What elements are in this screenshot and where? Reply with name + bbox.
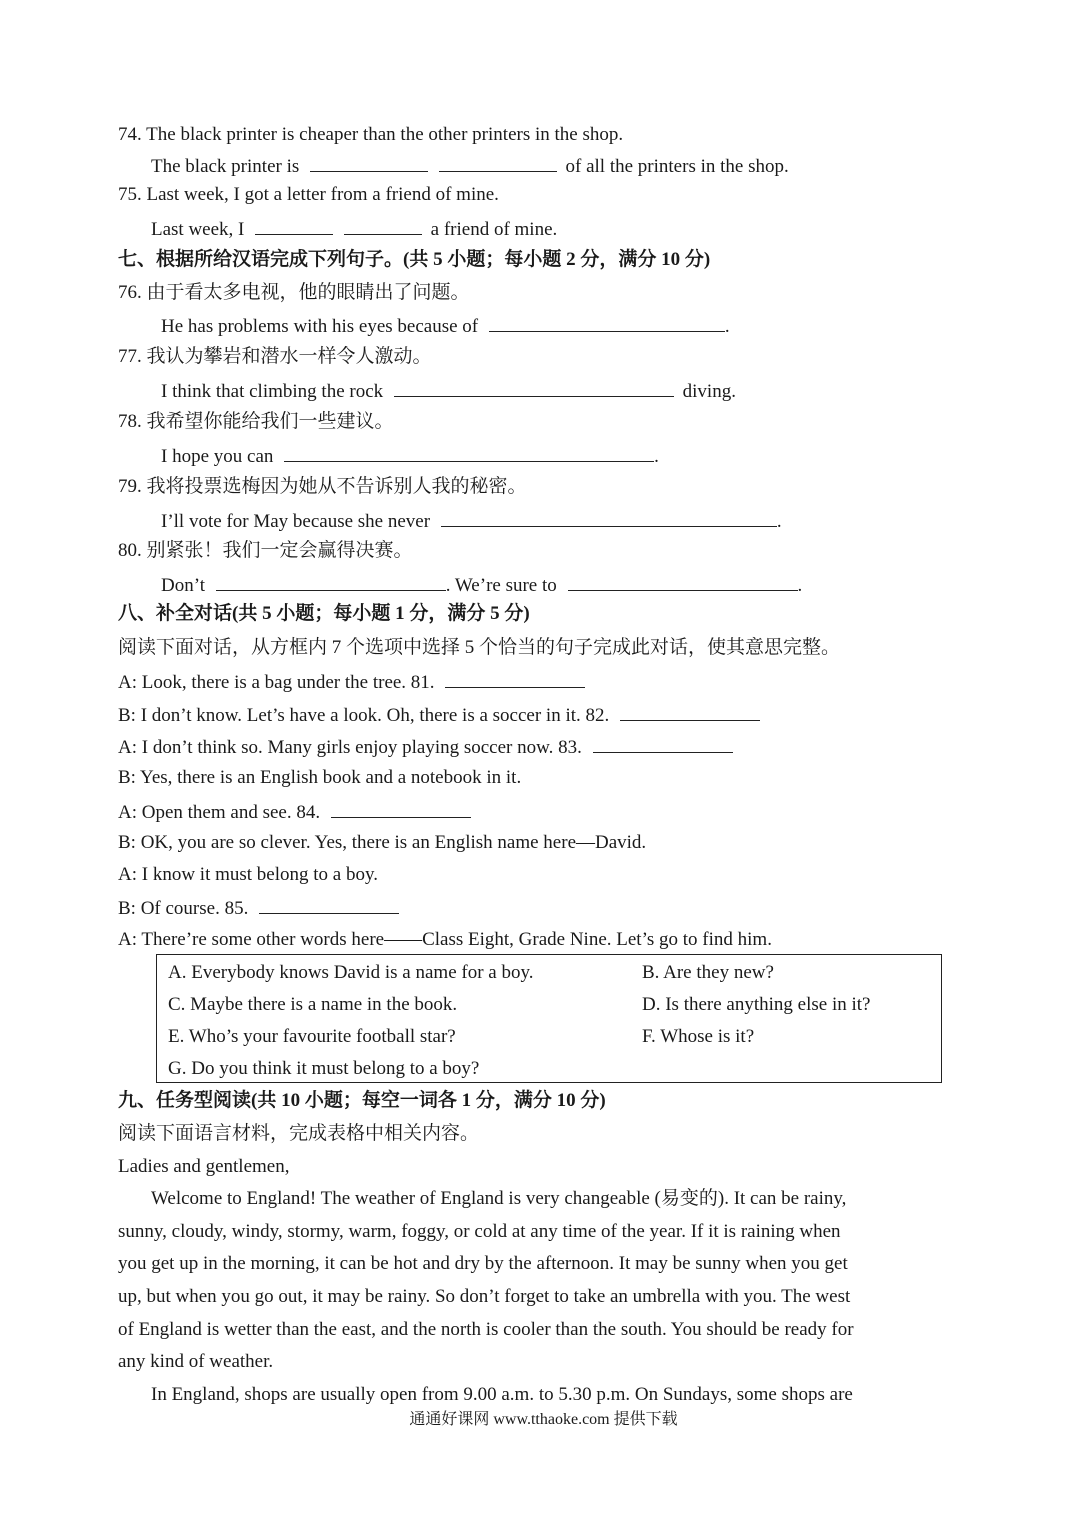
- dialogue-line: [118, 668, 585, 696]
- dialogue-line: A: There’re some other words here——Class Eight, Grade Nine. Let’s go to find him.: [118, 929, 772, 950]
- q74-rewrite-post: of all the printers in the shop.: [565, 156, 789, 177]
- q79-blank[interactable]: [441, 507, 777, 527]
- q80-english: [161, 571, 802, 599]
- dialogue-text: B: I don’t know. Let’s have a look. Oh, there is a soccer in it. 82.: [118, 705, 610, 726]
- dialogue-line: B: OK, you are so clever. Yes, there is an English name here—David.: [118, 832, 647, 853]
- q74-blank-2[interactable]: [439, 152, 557, 172]
- section8-instruction: 阅读下面对话，从方框内 7 个选项中选择 5 个恰当的句子完成此对话，使其意思完整。: [118, 637, 841, 658]
- q75-blank-1[interactable]: [255, 215, 333, 235]
- q80-blank-1[interactable]: [216, 571, 446, 591]
- dialogue-line: A: I know it must belong to a boy.: [118, 864, 378, 885]
- q75-rewrite-post: a friend of mine.: [430, 219, 558, 240]
- q76-english: [161, 312, 730, 340]
- q74-original: 74. The black printer is cheaper than the other printers in the shop.: [118, 124, 624, 145]
- q76-pre: He has problems with his eyes because of: [161, 316, 479, 337]
- dialogue-text: A: Look, there is a bag under the tree. 81.: [118, 672, 435, 693]
- q80-pre: Don’t: [161, 575, 205, 596]
- q78-english: [161, 442, 659, 470]
- q77-english: [161, 377, 736, 405]
- dialogue-line: [118, 733, 733, 761]
- option-d: D. Is there anything else in it?: [642, 994, 871, 1015]
- q85-blank[interactable]: [259, 894, 399, 914]
- passage-line: Welcome to England! The weather of England is very changeable (易变的). It can be rainy,: [151, 1188, 847, 1209]
- section7-title: 七、根据所给汉语完成下列句子。(共 5 小题；每小题 2 分，满分 10 分): [118, 249, 711, 270]
- option-a: A. Everybody knows David is a name for a boy.: [168, 962, 534, 983]
- dialogue-text: B: Of course. 85.: [118, 898, 249, 919]
- passage-line: up, but when you go out, it may be rainy. So don’t forget to take an umbrella with you. The west: [118, 1286, 851, 1307]
- option-e: E. Who’s your favourite football star?: [168, 1026, 456, 1047]
- dialogue-text: A: Open them and see. 84.: [118, 802, 321, 823]
- dialogue-line: B: Yes, there is an English book and a notebook in it.: [118, 767, 522, 788]
- passage-greeting: Ladies and gentlemen,: [118, 1156, 290, 1177]
- dialogue-line: [118, 798, 471, 826]
- q78-blank[interactable]: [284, 442, 654, 462]
- passage-line: you get up in the morning, it can be hot and dry by the afternoon. It may be sunny when you get: [118, 1253, 848, 1274]
- q78-chinese: 78. 我希望你能给我们一些建议。: [118, 411, 394, 432]
- footer-watermark: 通通好课网 www.tthaoke.com 提供下载: [409, 1411, 678, 1428]
- q77-post: diving.: [682, 381, 736, 402]
- q77-chinese: 77. 我认为攀岩和潜水一样令人激动。: [118, 346, 432, 367]
- q75-original: 75. Last week, I got a letter from a friend of mine.: [118, 184, 499, 205]
- q78-pre: I hope you can: [161, 446, 274, 467]
- dialogue-line: [118, 701, 760, 729]
- q83-blank[interactable]: [593, 733, 733, 753]
- q79-post: .: [776, 511, 782, 532]
- passage-line: of England is wetter than the east, and the north is cooler than the south. You should be ready for: [118, 1319, 854, 1340]
- q74-blank-1[interactable]: [310, 152, 428, 172]
- q77-blank[interactable]: [394, 377, 674, 397]
- section8-title: 八、补全对话(共 5 小题；每小题 1 分，满分 5 分): [118, 603, 530, 624]
- passage-line: any kind of weather.: [118, 1351, 274, 1372]
- q75-blank-2[interactable]: [344, 215, 422, 235]
- passage-line: sunny, cloudy, windy, stormy, warm, foggy, or cold at any time of the year. If it is raining when: [118, 1221, 841, 1242]
- q78-post: .: [654, 446, 659, 467]
- options-box: [156, 954, 942, 1083]
- option-g: G. Do you think it must belong to a boy?: [168, 1058, 480, 1079]
- option-f: F. Whose is it?: [642, 1026, 755, 1047]
- passage-line: In England, shops are usually open from 9.00 a.m. to 5.30 p.m. On Sundays, some shops are: [151, 1384, 853, 1405]
- q75-rewrite: [151, 215, 557, 243]
- q80-chinese: 80. 别紧张！我们一定会赢得决赛。: [118, 540, 413, 561]
- q84-blank[interactable]: [331, 798, 471, 818]
- q75-rewrite-pre: Last week, I: [151, 219, 245, 240]
- section9-title: 九、任务型阅读(共 10 小题；每空一词各 1 分，满分 10 分): [118, 1090, 606, 1111]
- q76-blank[interactable]: [489, 312, 725, 332]
- section9-instruction: 阅读下面语言材料，完成表格中相关内容。: [118, 1123, 480, 1144]
- q74-rewrite: [151, 152, 789, 180]
- q79-english: [161, 507, 782, 535]
- option-b: B. Are they new?: [642, 962, 774, 983]
- option-c: C. Maybe there is a name in the book.: [168, 994, 458, 1015]
- q77-pre: I think that climbing the rock: [161, 381, 384, 402]
- q81-blank[interactable]: [445, 668, 585, 688]
- q79-chinese: 79. 我将投票选梅因为她从不告诉别人我的秘密。: [118, 476, 527, 497]
- q76-chinese: 76. 由于看太多电视，他的眼睛出了问题。: [118, 282, 470, 303]
- q79-pre: I’ll vote for May because she never: [161, 511, 431, 532]
- q76-post: .: [724, 316, 730, 337]
- q82-blank[interactable]: [620, 701, 760, 721]
- dialogue-text: A: I don’t think so. Many girls enjoy playing soccer now. 83.: [118, 737, 582, 758]
- q80-mid: . We’re sure to: [445, 575, 557, 596]
- dialogue-line: [118, 894, 399, 922]
- q80-blank-2[interactable]: [568, 571, 798, 591]
- q80-post: .: [797, 575, 803, 596]
- q74-rewrite-pre: The black printer is: [151, 156, 300, 177]
